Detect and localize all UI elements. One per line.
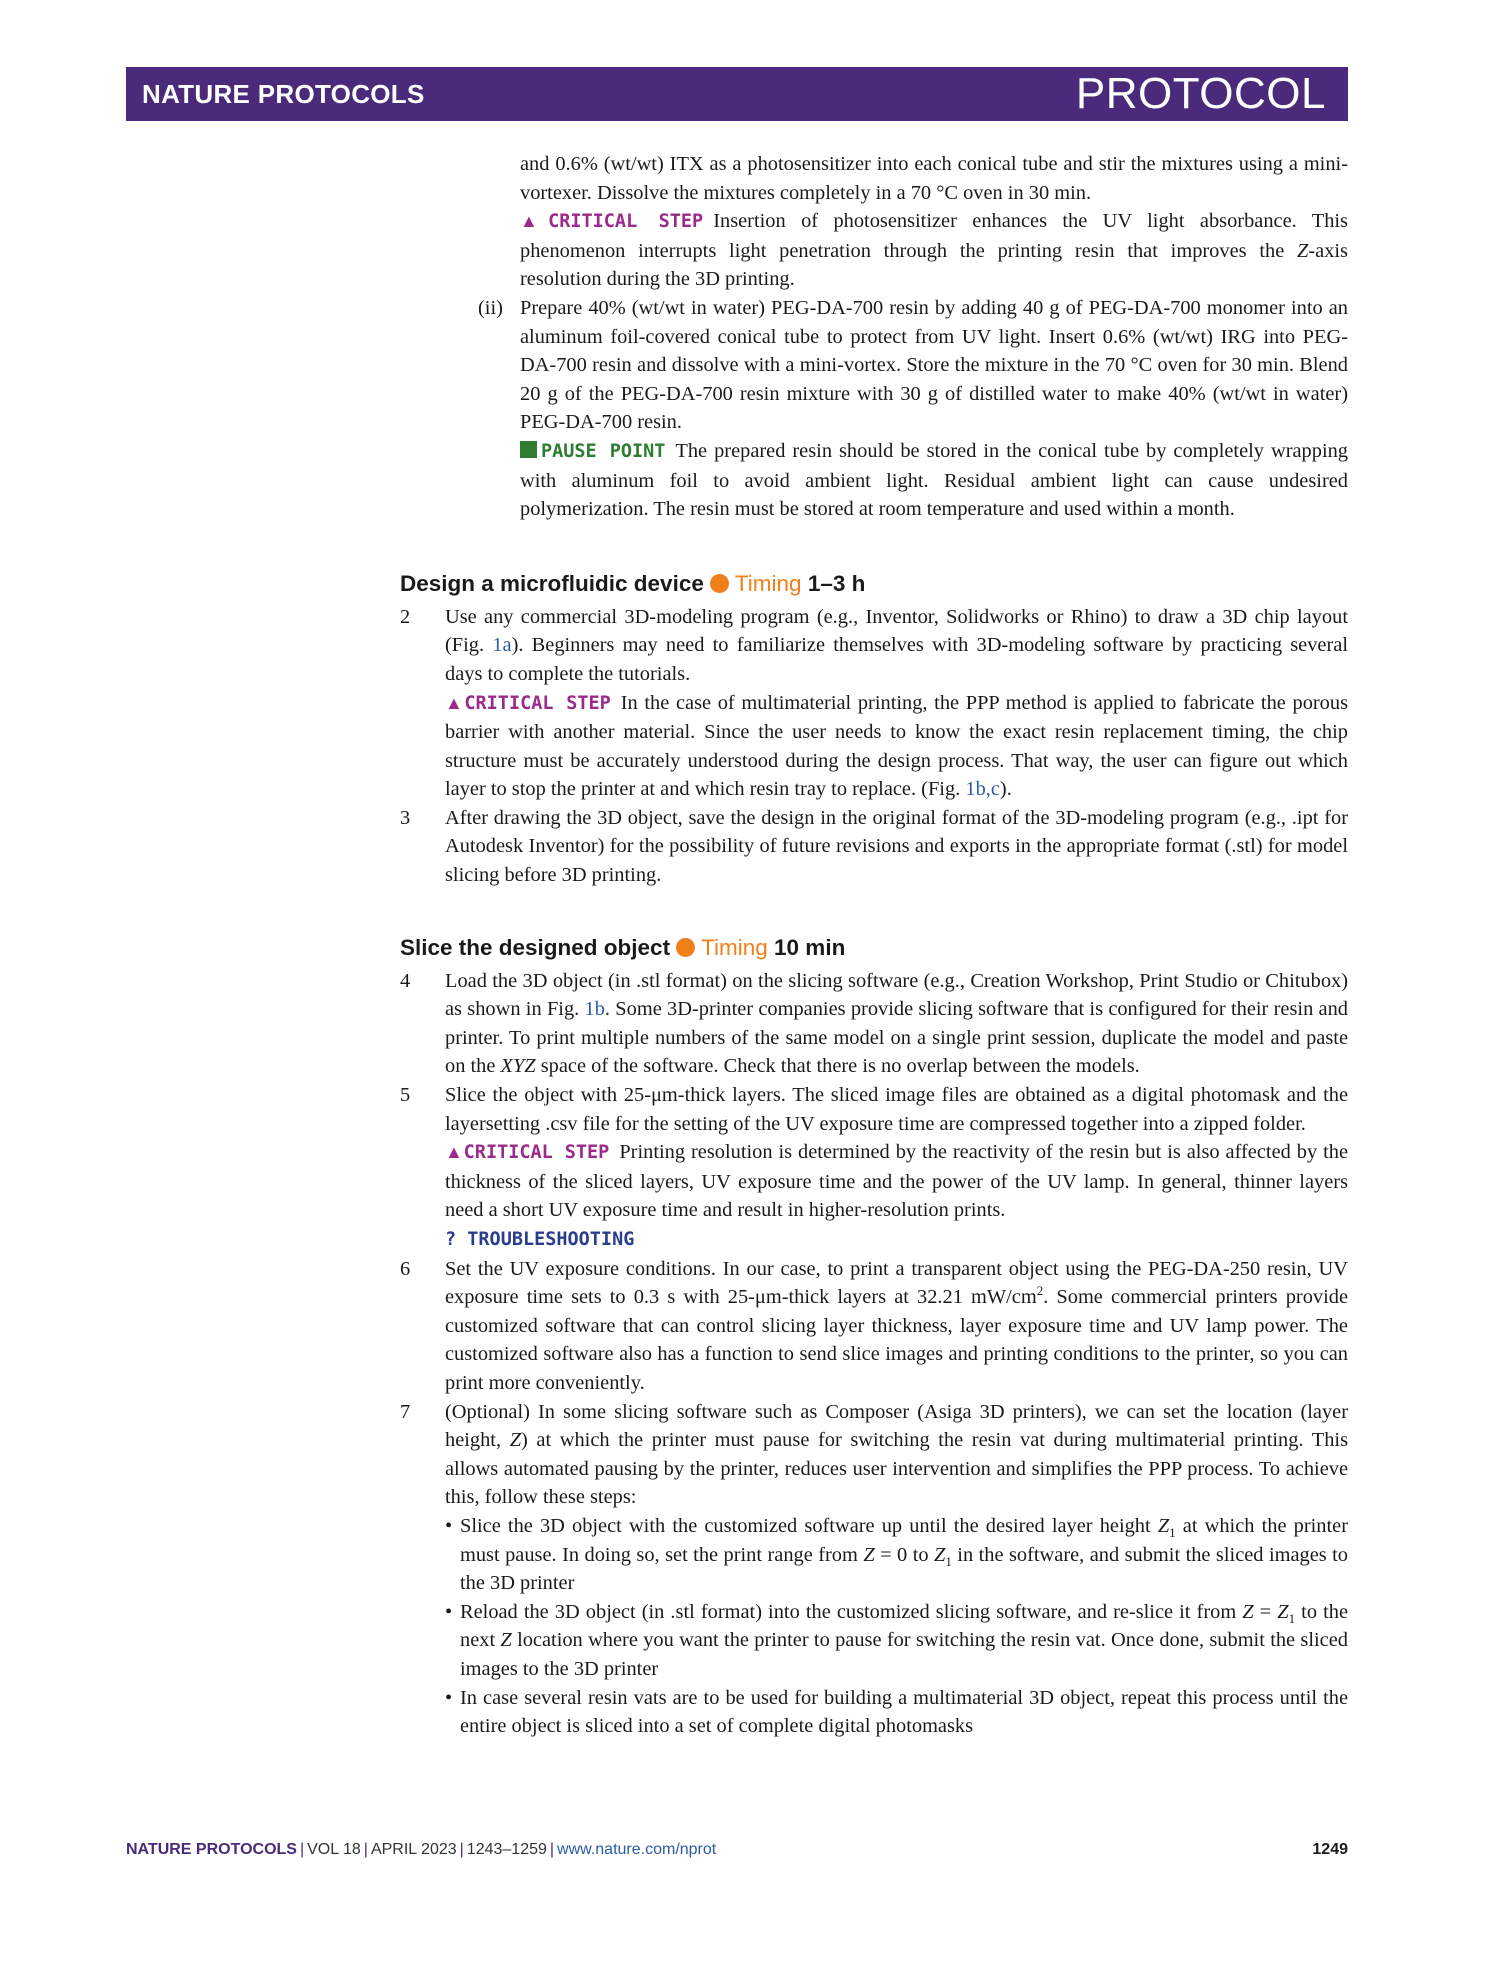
step-number: 2: [400, 605, 411, 628]
step-number: 6: [400, 1257, 411, 1280]
header-bar: [126, 67, 1348, 121]
section-heading-slice: Slice the designed object Timing 10 min: [400, 934, 846, 960]
list-item: • Slice the 3D object with the customized software up until the desired layer height $Z_1$ at which the printer must pause. In doing so, set the print range from Z = 0 to $Z_1$ in the software, and submit the sliced images to the 3D printer: [445, 1512, 1348, 1598]
warning-triangle-icon: ▲: [520, 211, 549, 232]
step-number: 3: [400, 806, 411, 829]
step-6-text: Set the UV exposure conditions. In our case, to print a transparent object using the PEG-DA-250 resin, UV exposure time sets to 0.3 s with 25-μm-thick layers at 32.21 $mW/cm^2$. Some commercial printers provide customized software that can control slicing layer thickness, layer exposure time and UV lamp power. The customized software also has a function to send slice images and printing conditions to the printer, so you can print more conveniently.: [445, 1257, 1349, 1394]
footer-pages: 1243–1259: [466, 1841, 547, 1858]
step-2: [400, 603, 1348, 804]
critical-step-label: CRITICAL STEP: [548, 211, 704, 233]
figure-link[interactable]: 1b,c: [965, 778, 1000, 801]
critical-step-callout: ▲CRITICAL STEP Printing resolution is determined by the reactivity of the resin but is also affected by the thickness of the sliced layers, UV exposure time and the power of the UV lamp. In general, thinner layers need a short UV exposure time and result in higher-resolution prints.: [445, 1141, 1349, 1222]
warning-triangle-icon: ▲: [445, 1142, 464, 1163]
step-5: [400, 1081, 1348, 1255]
critical-step-callout: ▲CRITICAL STEP In the case of multimaterial printing, the PPP method is applied to fabricate the porous barrier with another material. Since the user needs to know the exact resin replacement timing, the chip structure must be accurately understood during the design process. That way, the user can figure out which layer to stop the printer at and which resin tray to replace. (Fig. 1b,c).: [445, 691, 1348, 801]
troubleshooting-link[interactable]: [445, 1225, 1348, 1255]
footer-volume: VOL 18: [307, 1841, 361, 1858]
bullet-icon: •: [445, 1686, 453, 1709]
footer-journal: NATURE PROTOCOLS: [126, 1841, 297, 1858]
section-label: PROTOCOL: [1075, 69, 1326, 118]
bullet-icon: •: [445, 1600, 453, 1623]
step-5-text: Slice the object with 25-μm-thick layers. The sliced image files are obtained as a digital photomask and the layersetting .csv file for the setting of the UV exposure time are compressed together into a zipped folder.: [445, 1084, 1348, 1135]
step-7-text: (Optional) In some slicing software such as Composer (Asiga 3D printers), we can set the location (layer height, Z) at which the printer must pause for switching the resin vat during multimaterial printing. This allows automated pausing by the printer, reduces user intervention and simplifies the PPP process. To achieve this, follow these steps:: [445, 1400, 1348, 1509]
step-number: 5: [400, 1084, 411, 1107]
timing-dot-icon: [710, 574, 729, 593]
pause-point-label: PAUSE POINT: [541, 440, 666, 462]
critical-step-label: CRITICAL STEP: [463, 1142, 610, 1164]
article-body: [400, 150, 1348, 1741]
timing-dot-icon: [676, 938, 695, 957]
step-4-text: Load the 3D object (in .stl format) on the slicing software (e.g., Creation Workshop, Print Studio or Chitubox) as shown in Fig. 1b. Some 3D-printer companies provide slicing software that is configured for their resin and printer. To print multiple numbers of the same model on a single print session, duplicate the model and paste on the XYZ space of the software. Check that there is no overlap between the models.: [445, 969, 1348, 1078]
step-3-text: After drawing the 3D object, save the design in the original format of the 3D-modeling program (e.g., .ipt for Autodesk Inventor) for the possibility of future revisions and exports in the appropriate format (.stl) for model slicing before 3D printing.: [445, 806, 1348, 887]
step-number: 4: [400, 969, 411, 992]
step-3: [400, 804, 1348, 890]
page-footer: NATURE PROTOCOLS | VOL 18 | APRIL 2023 | 1243–1259 | www.nature.com/nprot 1249: [126, 1841, 1348, 1858]
list-item: • In case several resin vats are to be used for building a multimaterial 3D object, repeat this process until the entire object is sliced into a set of complete digital photomasks: [445, 1684, 1348, 1741]
section-heading-design: Design a microfluidic device Timing 1–3 h: [400, 570, 866, 596]
page-number: 1249: [1312, 1841, 1348, 1858]
bullet-icon: •: [445, 1514, 453, 1537]
step-6: [400, 1255, 1348, 1398]
footer-date: APRIL 2023: [370, 1841, 457, 1858]
step-7: [400, 1398, 1348, 1741]
pause-point-callout: PAUSE POINT The prepared resin should be stored in the conical tube by completely wrapping with aluminum foil to avoid ambient light. Residual ambient light can cause undesired polymerization. The resin must be stored at room temperature and used within a month.: [520, 439, 1348, 521]
journal-name: NATURE PROTOCOLS: [142, 79, 425, 109]
critical-step-callout: ▲CRITICAL STEP Insertion of photosensitizer enhances the UV light absorbance. This phenomenon interrupts light penetration through the printing resin that improves the Z-axis resolution during the 3D printing.: [520, 210, 1348, 291]
substep-ii: [400, 294, 1348, 524]
figure-link[interactable]: 1b: [584, 998, 605, 1021]
step1-continuation: and 0.6% (wt/wt) ITX as a photosensitizer into each conical tube and stir the mixtures using a mini-vortexer. Dissolve the mixtures completely in a 70 °C oven in 30 min.: [520, 153, 1348, 204]
troubleshooting-label[interactable]: ? TROUBLESHOOTING: [445, 1229, 635, 1250]
pause-square-icon: [520, 441, 537, 458]
figure-link[interactable]: 1a: [492, 634, 512, 657]
critical-step-label: CRITICAL STEP: [464, 692, 611, 714]
substep-label: (ii): [478, 296, 503, 319]
warning-triangle-icon: ▲: [445, 692, 465, 713]
footer-url-link[interactable]: www.nature.com/nprot: [557, 1841, 717, 1858]
step-4: [400, 967, 1348, 1081]
step-number: 7: [400, 1400, 411, 1423]
step-2-text: Use any commercial 3D-modeling program (e.g., Inventor, Solidworks or Rhino) to draw a 3D chip layout (Fig. 1a). Beginners may need to familiarize themselves with 3D-modeling software by practicing several days to complete the tutorials.: [445, 605, 1348, 685]
substep-ii-text: Prepare 40% (wt/wt in water) PEG-DA-700 resin by adding 40 g of PEG-DA-700 monomer into an aluminum foil-covered conical tube to protect from UV light. Insert 0.6% (wt/wt) IRG into PEG-DA-700 resin and dissolve with a mini-vortex. Store the mixture in the 70 °C oven for 30 min. Blend 20 g of the PEG-DA-700 resin mixture with 30 g of distilled water to make 40% (wt/wt in water) PEG-DA-700 resin.: [520, 296, 1348, 434]
list-item: • Reload the 3D object (in .stl format) into the customized slicing software, and re-slice it from $Z = Z_1$ to the next Z location where you want the printer to pause for switching the resin vat. Once done, submit the sliced images to the 3D printer: [445, 1598, 1348, 1684]
